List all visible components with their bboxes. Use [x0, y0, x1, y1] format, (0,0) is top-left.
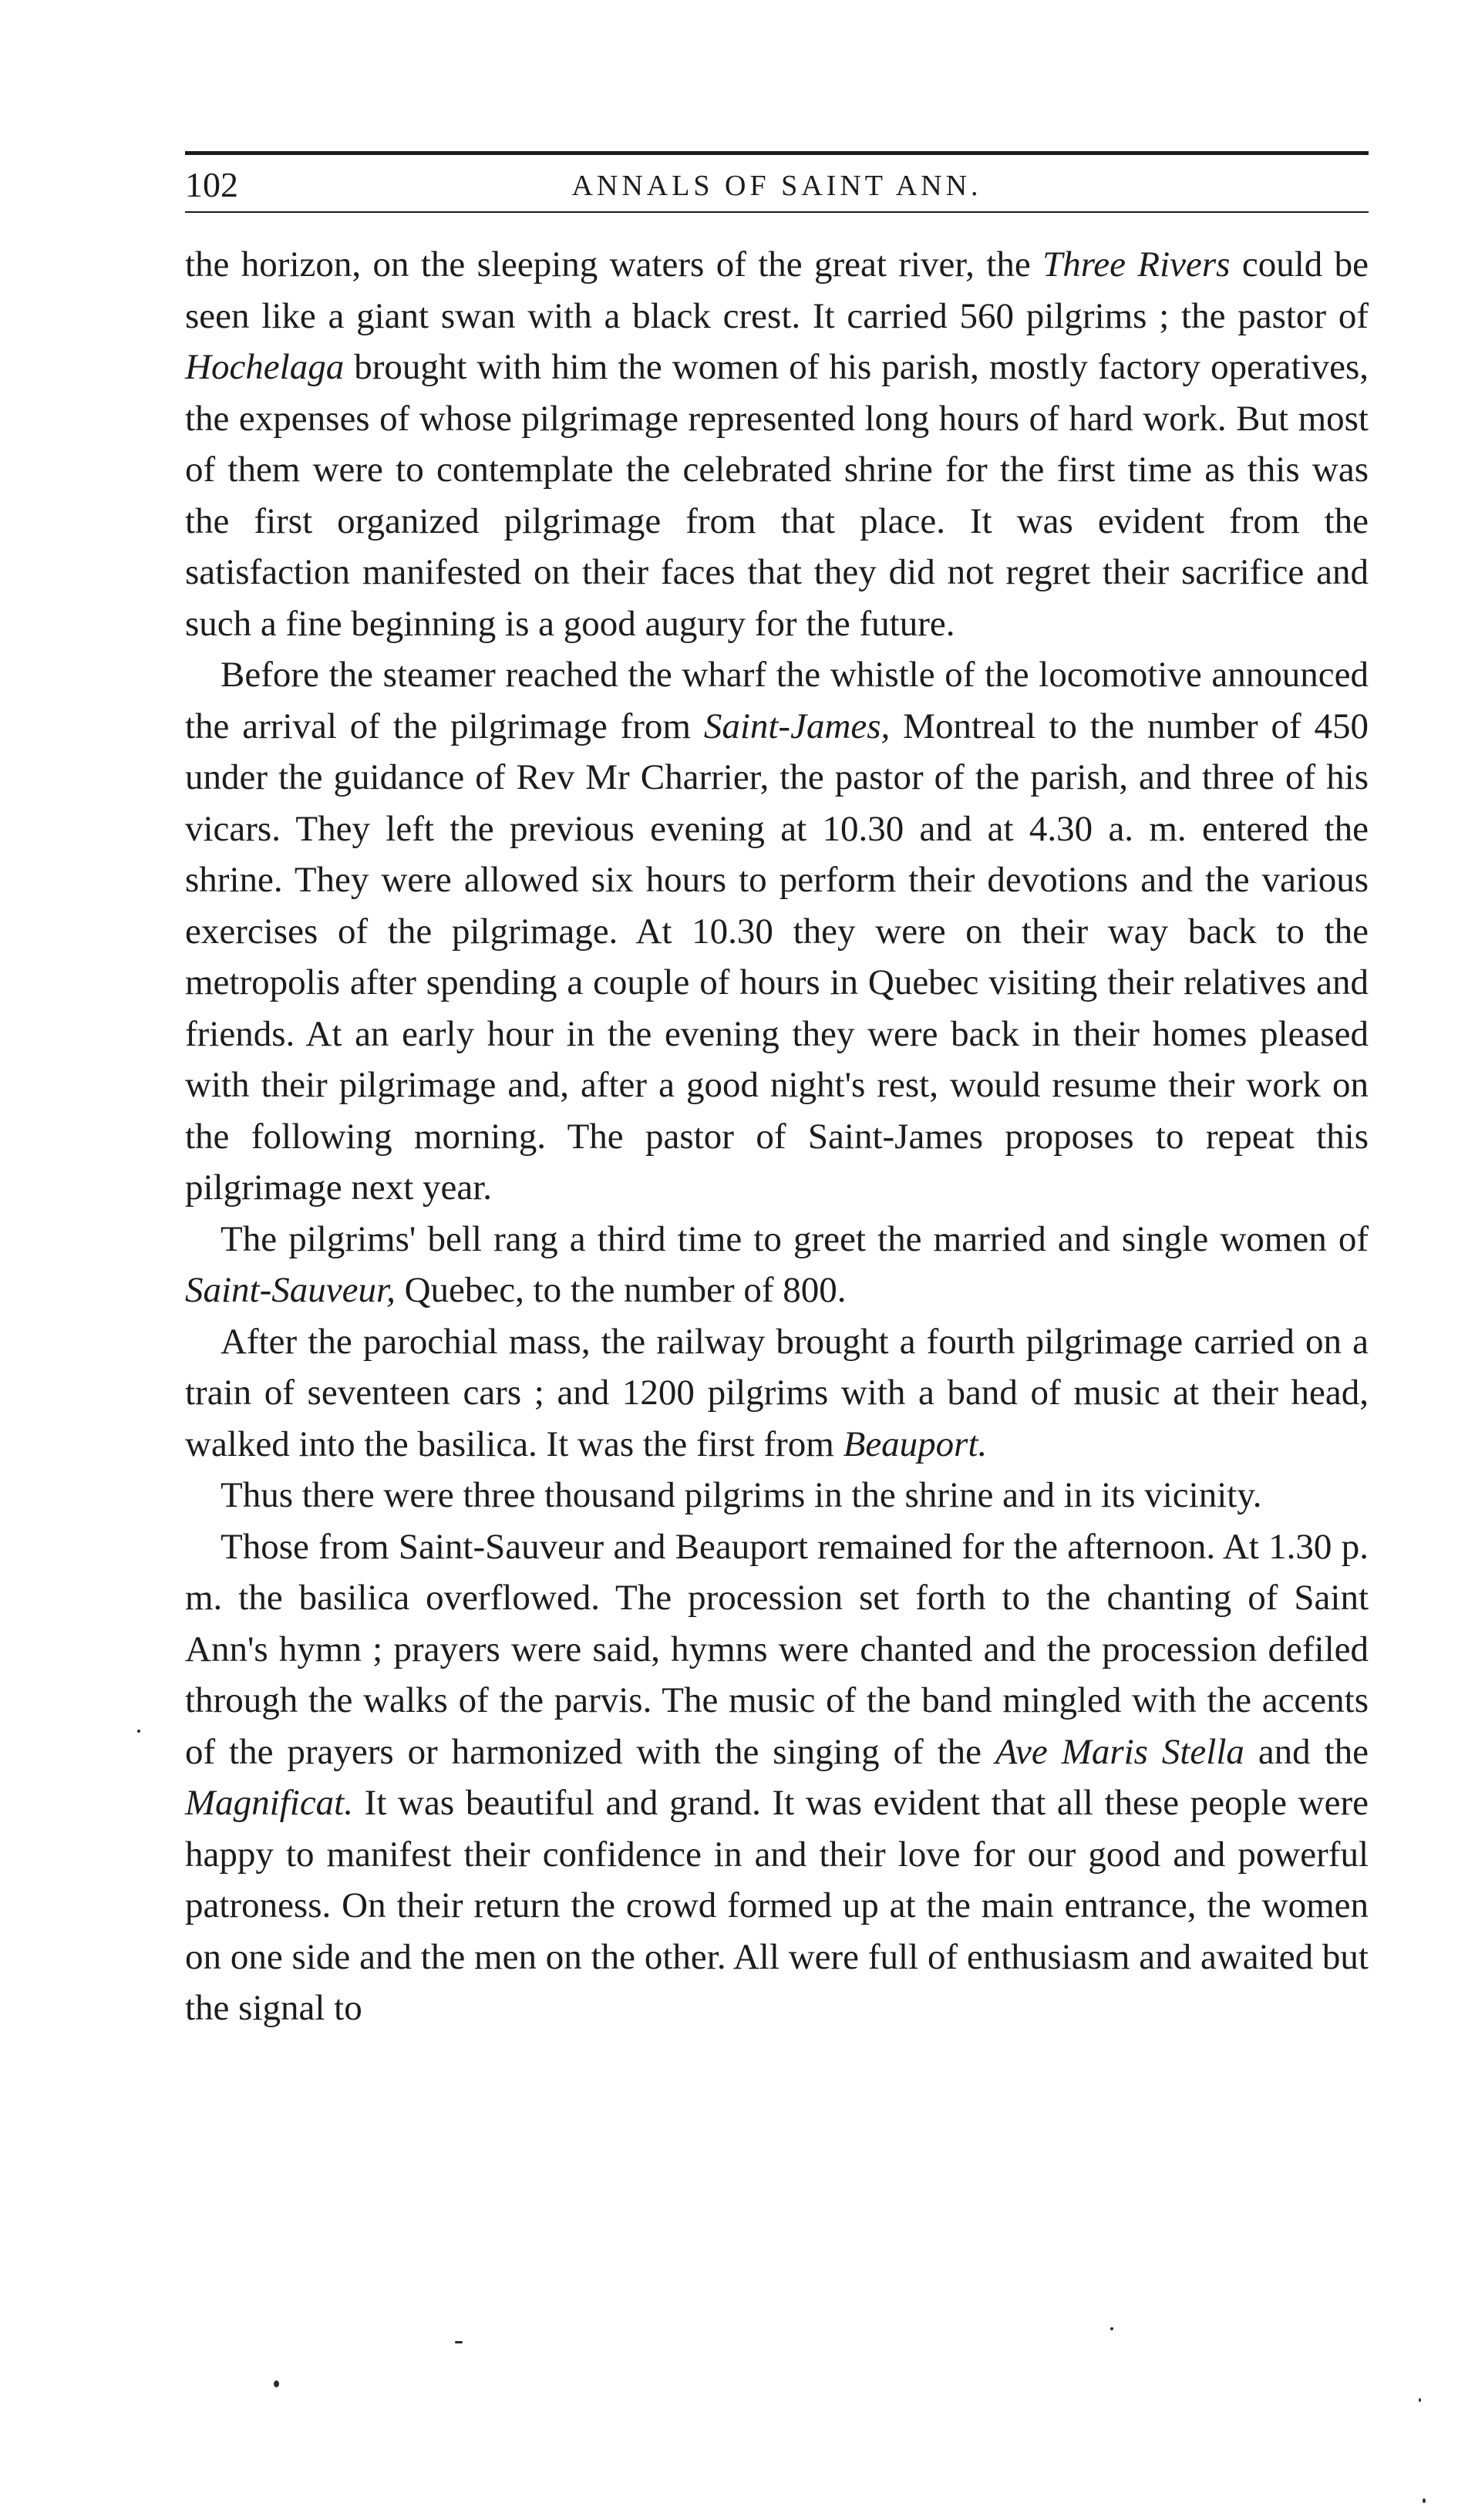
text-run: After the parochial mass, the railway brought a fourth pilgrimage carried on a train of seventeen cars ; and 1200 pilgrims with a band of music at their head, walked into the basilica. It was the first from [185, 1321, 1369, 1464]
text-run: Thus there were three thousand pilgrims in the shrine and in its vicinity. [221, 1475, 1262, 1515]
print-speck [455, 2341, 463, 2343]
paragraph-4 [185, 1316, 1369, 1471]
place-name-beauport: Beauport. [843, 1423, 988, 1464]
place-name-three-rivers: Three Rivers [1042, 244, 1231, 285]
place-name-saint-sauveur: Saint-Sauveur, [185, 1270, 396, 1310]
text-run: the horizon, on the sleeping waters of the great river, the [185, 244, 1043, 285]
body-text [185, 239, 1369, 2034]
text-run: brought with him the women of his parish, mostly factory operatives, the expenses of whose pilgrimage represented long hours of hard work. But most of them were to contemplate the celebrated shrine for the first time as this was the first organized pilgrimage from that place. It was evident from the satisfaction manifested on their faces that they did not regret their sacrifice and such a fine beginning is a good augury for the future. [185, 347, 1369, 644]
text-run: It was beautiful and grand. It was evident that all these people were happy to manifest their confidence in and their love for our good and powerful patroness. On their return the crowd formed up at the main entrance, the women on one side and the men on the other. All were full of enthusiasm and awaited but the signal to [185, 1783, 1369, 2028]
text-run: Those from Saint-Sauveur and Beauport remained for the afternoon. At 1.30 p. m. the basilica overflowed. The procession set forth to the chanting of Saint Ann's hymn ; prayers were said, hymns were chanted and the procession defiled through the walks of the parvis. The music of the band mingled with the accents of the prayers or harmonized with the singing of the [185, 1526, 1369, 1772]
place-name-hochelaga: Hochelaga [185, 347, 345, 387]
print-speck [137, 1730, 140, 1733]
text-run: and the [1244, 1731, 1369, 1772]
page-number: 102 [185, 165, 238, 204]
print-speck [274, 2380, 279, 2387]
print-speck [1419, 2398, 1421, 2402]
paragraph-5 [185, 1470, 1369, 1521]
header-bottom-rule [185, 211, 1369, 213]
paragraph-3 [185, 1214, 1369, 1316]
text-run: Montreal to the number of 450 under the guidance of Rev Mr Charrier, the pastor of the parish, and three of his vicars. They left the previous evening at 10.30 and at 4.30 a. m. entered the shrine. They were allowed six hours to perform their devotions and the various exercises of the pilgrimage. At 10.30 they were on their way back to the metropolis after spending a couple of hours in Quebec visiting their relatives and friends. At an early hour in the evening they were back in their homes pleased with their pilgrimage and, after a good night's rest, would resume their work on the following morning. The pastor of Saint-James proposes to repeat this pilgrimage next year. [185, 706, 1369, 1208]
title-ave-maris-stella: Ave Maris Stella [995, 1731, 1244, 1772]
text-run: Before the steamer reached the wharf the whistle of the locomotive announced the arrival of the pilgrimage from [185, 655, 1369, 746]
print-speck [1423, 2498, 1426, 2503]
text-run: Quebec, to the number of 800. [395, 1270, 847, 1310]
paragraph-1 [185, 239, 1369, 649]
place-name-saint-james: Saint-James, [703, 706, 891, 746]
text-run: The pilgrims' bell rang a third time to greet the married and single women of [221, 1218, 1369, 1259]
paragraph-6 [185, 1521, 1369, 2034]
header-top-rule [185, 151, 1369, 155]
title-magnificat: Magnificat. [185, 1783, 353, 1823]
print-speck [1110, 2327, 1113, 2330]
page-header [185, 147, 1369, 216]
text-run: could be seen like a giant swan with a black crest. It carried 560 pilgrims ; the pastor of [185, 244, 1369, 336]
running-title: ANNALS OF SAINT ANN. [571, 170, 982, 202]
paragraph-2 [185, 649, 1369, 1214]
